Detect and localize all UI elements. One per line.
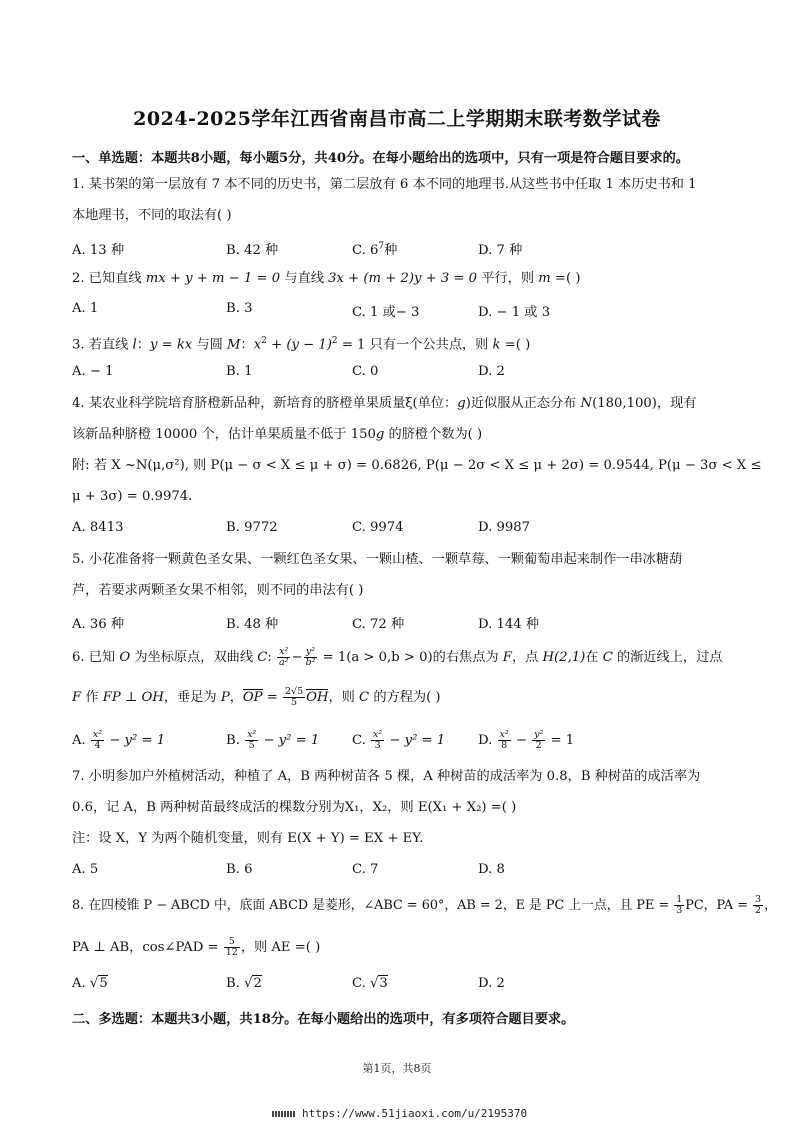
q4-stem-line1: 4. 某农业科学院培育脐橙新品种，新培育的脐橙单果质量ξ(单位：g)近似服从正态分布 N(180,100)，现有 — [72, 396, 697, 411]
q6-stem-line2: F 作 FP ⊥ OH，垂足为 P，OP = $\frac{2√5}{5}$ OH，则 C 的方程为( ) — [72, 686, 441, 708]
q3-option-c: C. 0 — [352, 364, 379, 379]
q1-option-d: D. 7 种 — [478, 243, 523, 258]
section-single-choice-header: 一、单选题：本题共8小题，每小题5分，共40分。在每小题给出的选项中，只有一项是符合题目要求的。 — [72, 151, 689, 166]
q1-option-c: C. $6^7$种 — [352, 241, 398, 258]
q5-option-a: A. 36 种 — [72, 617, 125, 632]
q5-option-b: B. 48 种 — [226, 617, 279, 632]
q5-option-d: D. 144 种 — [478, 617, 540, 632]
section-multiple-choice-header: 二、多选题：本题共3小题，共18分。在每小题给出的选项中，有多项符合题目要求。 — [72, 1012, 575, 1027]
q5-stem-line1: 5. 小花准备将一颗黄色圣女果、一颗红色圣女果、一颗山楂、一颗草莓、一颗葡萄串起来制作一串冰糖葫 — [72, 552, 683, 567]
q7-option-d: D. 8 — [478, 862, 505, 877]
q2-option-d: D. − 1 或 3 — [478, 305, 551, 320]
q6-option-c: C. $\frac{\text{x²}}{3}$ − y² = 1 — [352, 729, 446, 751]
q8-option-c: C. √3 — [352, 976, 388, 991]
q6-option-d: D. $\frac{\text{x²}}{8}$ − $\frac{\text{y²}}{2}$ = 1 — [478, 729, 575, 751]
q6-option-a: A. $\frac{\text{x²}}{4}$ − y² = 1 — [72, 729, 166, 751]
watermark-logo-icon — [272, 1111, 296, 1117]
q1-stem-line1: 1. 某书架的第一层放有 7 本不同的历史书，第二层放有 6 本不同的地理书.从这些书中任取 1 本历史书和 1 — [72, 177, 697, 192]
q4-option-d: D. 9987 — [478, 520, 531, 535]
q8-option-d: D. 2 — [478, 976, 505, 991]
page-title: 2024-2025学年江西省南昌市高二上学期期末联考数学试卷 — [133, 108, 661, 130]
q8-option-a: A. √5 — [72, 976, 108, 991]
q3-option-b: B. 1 — [226, 364, 253, 379]
q8-stem-line1: 8. 在四棱锥 P − ABCD 中，底面 ABCD 是菱形，∠ABC = 60°，AB = 2，E 是 PC 上一点，且 PE = $\frac{1}{3}$ PC，PA = $\frac{3}{2}$ ， — [72, 894, 777, 916]
q4-stem-line2: 该新品种脐橙 10000 个，估计单果质量不低于 150g 的脐橙个数为( ) — [72, 427, 483, 442]
q6-option-b: B. $\frac{\text{x²}}{5}$ − y² = 1 — [226, 729, 320, 751]
q2-option-a: A. 1 — [72, 301, 99, 316]
q7-note: 注：设 X，Y 为两个随机变量，则有 E(X + Y) = EX + EY. — [72, 831, 424, 846]
q3-option-d: D. 2 — [478, 364, 505, 379]
q4-note-line1: 附: 若 X ~N(μ,σ²), 则 P(μ − σ < X ≤ μ + σ) = 0.6826, P(μ − 2σ < X ≤ μ + 2σ) = 0.9544, P(μ − 3σ < X ≤ — [72, 458, 762, 473]
q7-option-a: A. 5 — [72, 862, 99, 877]
q4-option-b: B. 9772 — [226, 520, 278, 535]
q1-option-a: A. 13 种 — [72, 243, 125, 258]
q3-option-a: A. − 1 — [72, 364, 114, 379]
q7-stem-line1: 7. 小明参加户外植树活动，种植了 A，B 两种树苗各 5 棵，A 种树苗的成活率为 0.8，B 种树苗的成活率为 — [72, 769, 701, 784]
q5-stem-line2: 芦，若要求两颗圣女果不相邻，则不同的串法有( ) — [72, 583, 364, 598]
q8-option-b: B. √2 — [226, 976, 262, 991]
q4-option-a: A. 8413 — [72, 520, 124, 535]
q3-stem-line1: 3. 若直线 l：y = kx 与圆 M：$x^2 + (y - 1)^2 = 1$ 只有一个公共点，则 k =( ) — [72, 336, 531, 353]
watermark-url: https://www.51jiaoxi.com/u/2195370 — [302, 1107, 528, 1120]
q8-stem-line2: PA ⊥ AB，cos∠PAD = $\frac{5}{12}$ ，则 AE =( ) — [72, 936, 321, 958]
q2-stem-line1: 2. 已知直线 mx + y + m − 1 = 0 与直线 3x + (m + 2)y + 3 = 0 平行，则 m =( ) — [72, 271, 581, 286]
q7-option-b: B. 6 — [226, 862, 253, 877]
q5-option-c: C. 72 种 — [352, 617, 405, 632]
page-footer: 第1页，共8页 — [362, 1062, 432, 1075]
q7-option-c: C. 7 — [352, 862, 379, 877]
q1-stem-line2: 本地理书，不同的取法有( ) — [72, 208, 232, 223]
q4-option-c: C. 9974 — [352, 520, 404, 535]
q6-stem-line1: 6. 已知 O 为坐标原点，双曲线 C: $\frac{\text{x²}}{\text{a²}}$ − $\frac{\text{y²}}{\text{b²}}$ = 1(a > 0,b > 0)的右焦点为 F，点 H(2,1)在 C 的渐近线上，过点 — [72, 646, 723, 668]
source-watermark — [272, 1107, 527, 1120]
q4-note-line2: μ + 3σ) = 0.9974. — [72, 489, 193, 504]
q2-option-c: C. 1 或− 3 — [352, 305, 420, 320]
q7-stem-line2: 0.6，记 A，B 两种树苗最终成活的棵数分别为X₁，X₂，则 E(X₁ + X₂) =( ) — [72, 800, 517, 815]
q1-option-b: B. 42 种 — [226, 243, 279, 258]
q2-option-b: B. 3 — [226, 301, 253, 316]
